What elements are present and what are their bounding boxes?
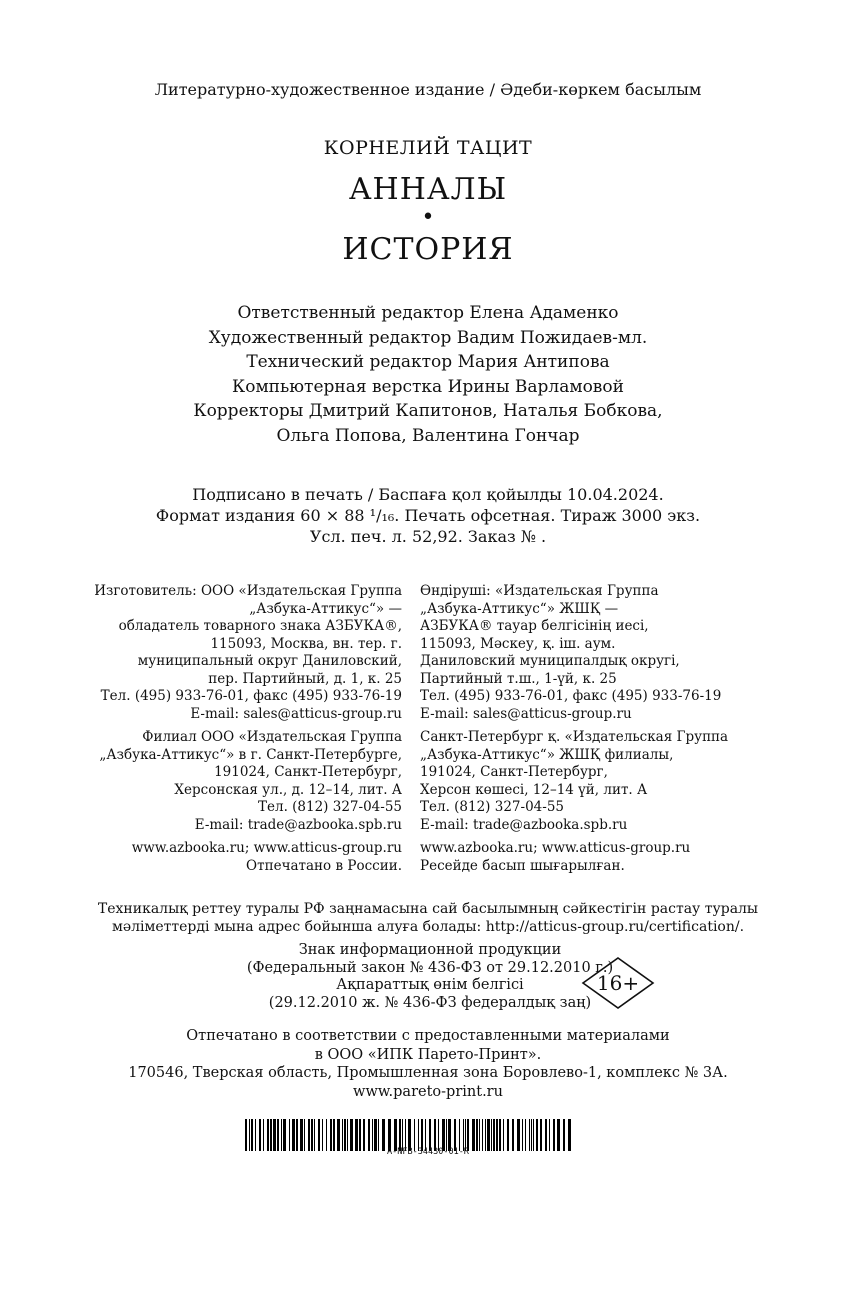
text-line: Ақпараттық өнім белгісі <box>336 977 524 993</box>
website-line: www.pareto-print.ru <box>353 1083 503 1100</box>
credit-line: Компьютерная верстка Ирины Варламовой <box>232 376 624 397</box>
text-line: 170546, Тверская область, Промышленная зона Боровлево-1, комплекс № 3А. <box>128 1065 728 1081</box>
age-rating-text: 16+ <box>596 971 640 995</box>
text-line: 115093, Мәскеу, қ. іш. аум. <box>420 635 616 652</box>
text-line: 115093, Москва, вн. тер. г. <box>210 635 402 652</box>
credit-line: Ответственный редактор Елена Адаменко <box>237 303 619 323</box>
title-separator: • <box>421 205 435 230</box>
website-line: www.azbooka.ru; www.atticus-group.ru <box>131 840 402 856</box>
text-line: АЗБУКА® тауар белгісінің иесі, <box>420 618 649 634</box>
text-line: Ресейде басып шығарылған. <box>420 857 625 874</box>
text-line: „Азбука-Аттикус“» ЖШҚ филиалы, <box>420 746 674 763</box>
age-rating-badge <box>581 956 655 1010</box>
text-line: Филиал ООО «Издательская Группа <box>142 729 402 745</box>
web-ru <box>132 840 402 875</box>
web-kz <box>420 840 690 875</box>
text-line: Отпечатано в России. <box>246 857 402 874</box>
text-line: Даниловский муниципалдық округі, <box>420 653 680 669</box>
text-line: „Азбука-Аттикус“» в г. Санкт-Петербурге, <box>99 746 402 763</box>
text-line: „Азбука-Аттикус“» ЖШҚ — <box>420 600 619 617</box>
print-info-line: Усл. печ. л. 52,92. Заказ № . <box>309 527 547 546</box>
text-line: Херсонская ул., д. 12–14, лит. А <box>174 781 402 798</box>
email-line: E-mail: sales@atticus-group.ru <box>420 705 632 722</box>
text-line: Херсон көшесі, 12–14 үй, лит. А <box>420 781 648 798</box>
manufacturer-kz <box>420 583 721 723</box>
text-line: Өндіруші: «Издательская Группа <box>420 583 659 599</box>
text-line: 191024, Санкт-Петербург, <box>214 764 402 780</box>
text-line: обладатель товарного знака АЗБУКА®, <box>118 618 402 634</box>
text-line: Отпечатано в соответствии с предоставленными материалами <box>186 1028 670 1044</box>
text-line: Изготовитель: ООО «Издательская Группа <box>94 583 402 599</box>
text-line: „Азбука-Аттикус“» — <box>249 600 402 617</box>
certification-note <box>0 900 856 936</box>
manufacturer-ru <box>94 583 402 723</box>
credits-block <box>0 301 856 448</box>
text-line: 191024, Санкт-Петербург, <box>420 764 608 780</box>
email-line: E-mail: trade@azbooka.spb.ru <box>194 816 402 833</box>
text-line: Тел. (812) 327-04-55 <box>258 799 402 815</box>
text-line: муниципальный округ Даниловский, <box>137 653 402 669</box>
email-line: E-mail: sales@atticus-group.ru <box>190 705 402 722</box>
book-title-history: ИСТОРИЯ <box>342 232 514 267</box>
book-title-annals: АННАЛЫ <box>348 172 508 207</box>
credit-line: Корректоры Дмитрий Капитонов, Наталья Бобкова, <box>193 401 663 421</box>
credit-line: Ольга Попова, Валентина Гончар <box>276 425 580 446</box>
print-info-line: Подписано в печать / Баспаға қол қойылды 10.04.2024. <box>192 485 664 504</box>
text-line: Санкт-Петербург қ. «Издательская Группа <box>420 729 729 745</box>
text-line: Партийный т.ш., 1-үй, к. 25 <box>420 670 617 687</box>
print-info-line: Формат издания 60 × 88 ¹/₁₆. Печать офсетная. Тираж 3000 экз. <box>155 506 701 525</box>
series-label: Литературно-художественное издание / Әдеби-көркем басылым <box>154 80 702 99</box>
barcode-code: A-NFB-34430-01-R <box>387 1147 469 1157</box>
text-line: мәліметтерді мына адрес бойынша алуға болады: http://atticus-group.ru/certification/. <box>111 919 745 935</box>
branch-ru <box>99 729 402 834</box>
text-line: пер. Партийный, д. 1, к. 25 <box>208 670 402 687</box>
credit-line: Технический редактор Мария Антипова <box>246 352 610 372</box>
branch-kz <box>420 729 728 834</box>
text-line: Тел. (495) 933-76-01, факс (495) 933-76-19 <box>420 688 722 704</box>
print-info-block <box>0 484 856 547</box>
author-name: КОРНЕЛИЙ ТАЦИТ <box>323 137 533 159</box>
text-line: Знак информационной продукции <box>298 942 562 958</box>
text-line: (Федеральный закон № 436-ФЗ от 29.12.2010 г.) <box>246 959 614 976</box>
text-line: Тел. (495) 933-76-01, факс (495) 933-76-19 <box>100 688 402 704</box>
text-line: Тел. (812) 327-04-55 <box>420 799 564 815</box>
website-line: www.azbooka.ru; www.atticus-group.ru <box>420 840 691 856</box>
credit-line: Художественный редактор Вадим Пожидаев-мл. <box>208 327 648 348</box>
text-line: в ООО «ИПК Парето-Принт». <box>314 1046 542 1063</box>
text-line: Техникалық реттеу туралы РФ заңнамасына сай басылымның сәйкестігін растау туралы <box>97 901 759 917</box>
text-line: (29.12.2010 ж. № 436-ФЗ федералдық заң) <box>268 994 592 1011</box>
email-line: E-mail: trade@azbooka.spb.ru <box>420 816 628 833</box>
printer-info <box>0 1027 856 1101</box>
